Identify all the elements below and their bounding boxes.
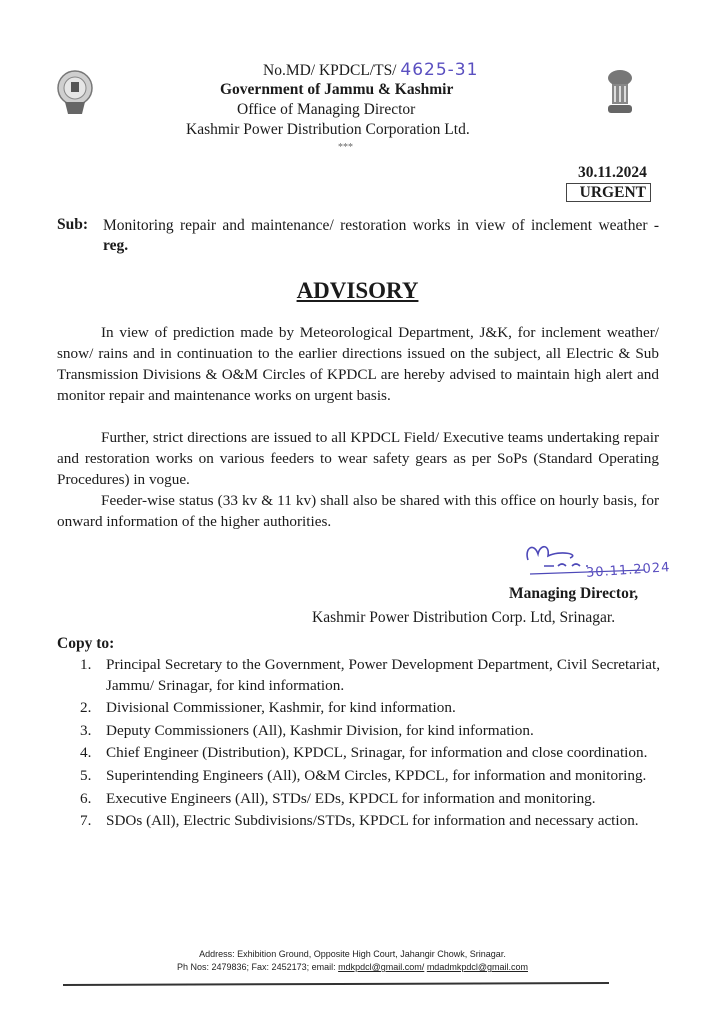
advisory-title: ADVISORY [296,278,419,303]
item-text: Executive Engineers (All), STDs/ EDs, KPDCL for information and monitoring. [106,789,596,807]
copy-to-item [80,743,660,764]
item-number: 5. [80,766,92,784]
item-text: SDOs (All), Electric Subdivisions/STDs, KPDCL for information and necessary action. [106,812,639,830]
item-text: Chief Engineer (Distribution), KPDCL, Srinagar, for information and close coordination. [106,744,648,762]
copy-to-item [80,721,660,742]
signature-date: 30.11.2024 [585,560,671,581]
subject-text [103,216,659,256]
item-number: 2. [80,699,92,717]
jk-state-emblem-icon [55,68,95,120]
copy-to-item [80,698,660,719]
item-text: Principal Secretary to the Government, Power Development Department, Civil Secretariat, Jammu/ Srinagar, for kind information. [106,656,660,694]
paragraph-2: Further, strict directions are issued to all KPDCL Field/ Executive teams undertaking repair and restoration works on various feeders to wear safety gears as per SoPs (Standard Operating Procedures) in vogue. [57,429,659,488]
footer-address: Address: Exhibition Ground, Opposite High Court, Jahangir Chowk, Srinagar. [199,949,506,959]
ref-handwritten: 4625-31 [400,60,479,80]
office-name: Office of Managing Director [237,101,416,118]
item-text: Divisional Commissioner, Kashmir, for kind information. [106,699,456,717]
government-name: Government of Jammu & Kashmir [220,81,454,98]
item-number: 1. [80,656,92,673]
item-number: 6. [80,789,92,807]
copy-to-item [80,811,660,832]
copy-to-list [80,655,660,834]
contact-numbers: Ph Nos: 2479836; Fax: 2452173; email: [177,962,336,972]
ref-prefix: No.MD/ KPDCL/TS/ [263,62,397,79]
item-number: 7. [80,812,92,830]
header-separator: *** [338,142,353,153]
item-text: Deputy Commissioners (All), Kashmir Division, for kind information. [106,721,534,739]
footer-rule [63,982,609,986]
copy-to-item [80,655,660,696]
national-emblem-icon [603,68,637,116]
corporation-name: Kashmir Power Distribution Corporation Ltd. [186,121,470,138]
urgent-badge: URGENT [566,183,651,202]
item-number: 3. [80,721,92,739]
signatory-organization: Kashmir Power Distribution Corp. Ltd, Srinagar. [312,609,616,626]
footer-contact [0,961,710,973]
subject-suffix: reg. [103,237,129,254]
email-link-2[interactable]: mdadmkpdcl@gmail.com [426,962,528,972]
subject-body: Monitoring repair and maintenance/ restoration works in view of inclement weather - [103,217,659,234]
document-date: 30.11.2024 [578,164,647,181]
paragraph-3: Feeder-wise status (33 kv & 11 kv) shall also be shared with this office on hourly basis, for onward information of the higher authorities. [57,492,659,530]
paragraph-1: In view of prediction made by Meteorological Department, J&K, for inclement weather/ snow/ rains and in continuation to the earlier directions issued on the subject, all Electric & Sub Transmission Divisions & O&M Circles of KPDCL are hereby advised to maintain high alert and monitor repair and maintenance works on urgent basis. [57,324,659,404]
copy-to-item [80,766,660,787]
copy-to-item [80,789,660,810]
copy-to-heading: Copy to: [57,635,115,652]
subject-label: Sub: [57,216,89,233]
email-link-1[interactable]: mdkpdcl@gmail.com/ [338,962,425,972]
item-number: 4. [80,744,92,762]
reference-number [263,60,478,81]
item-text: Superintending Engineers (All), O&M Circles, KPDCL, for information and monitoring. [106,766,647,784]
signatory-designation: Managing Director, [509,585,639,602]
